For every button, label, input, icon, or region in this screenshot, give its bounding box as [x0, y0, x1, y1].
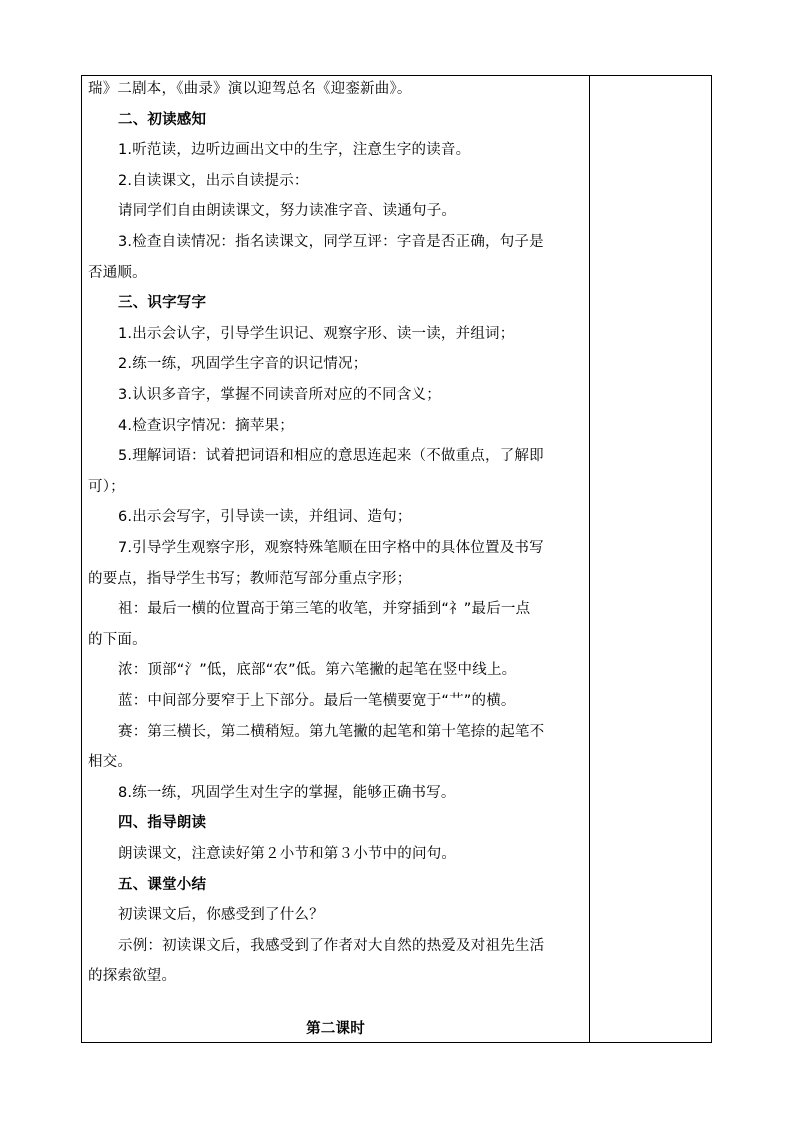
- body-line: 浓：顶部“氵”低，底部“农”低。第六笔撇的起笔在竖中线上。: [118, 662, 517, 679]
- body-line: 的探索欲望。: [88, 968, 177, 985]
- body-line: 赛：第三横长，第二横稍短。第九笔撇的起笔和第十笔捺的起笔不: [118, 723, 545, 740]
- section-heading: 四、指导朗读: [118, 815, 207, 832]
- body-line: 3.认识多音字，掌握不同读音所对应的不同含义；: [118, 387, 441, 403]
- body-line: 6.出示会写字，引导读一读，并组词、造句；: [118, 509, 412, 526]
- section-heading: 五、课堂小结: [118, 876, 207, 893]
- section-heading: 三、识字写字: [118, 295, 207, 312]
- body-line: 的要点，指导学生书写；教师范写部分重点字形；: [88, 570, 412, 587]
- body-line: 1.听范读，边听边画出文中的生字，注意生字的读音。: [118, 142, 471, 159]
- body-line: 朗读课文，注意读好第２小节和第３小节中的问句。: [118, 846, 457, 862]
- lesson-table: [81, 75, 712, 1043]
- content-cell: [82, 76, 589, 1042]
- body-line: 示例：初读课文后，我感受到了作者对大自然的热爱及对祖先生活: [118, 937, 545, 954]
- body-line: 可）；: [88, 478, 125, 495]
- body-line: 祖：最后一横的位置高于第三笔的收笔，并穿插到“礻”最后一点: [118, 601, 531, 618]
- column-divider: [589, 76, 590, 1042]
- body-line: 1.出示会认字，引导学生识记、观察字形、读一读，并组词；: [118, 325, 515, 342]
- body-line: 相交。: [88, 754, 133, 771]
- body-line: 2.练一练，巩固学生字音的识记情况；: [118, 356, 368, 373]
- body-line: 请同学们自由朗读课文，努力读准字音、读通句子。: [118, 203, 457, 220]
- section-title: 第二课时: [306, 1021, 365, 1037]
- body-line: 否通顺。: [88, 264, 147, 281]
- body-line: 的下面。: [88, 631, 147, 648]
- section-heading: 二、初读感知: [118, 111, 207, 128]
- body-line: 5.理解词语：试着把词语和相应的意思连起来（不做重点，了解即: [118, 448, 544, 465]
- body-line: 蓝：中间部分要窄于上下部分。最后一笔横要宽于“艹”的横。: [118, 693, 516, 709]
- body-line: 初读课文后，你感受到了什么？: [118, 907, 324, 924]
- body-line: 7.引导学生观察字形，观察特殊笔顺在田字格中的具体位置及书写: [118, 540, 544, 556]
- body-line: 8.练一练，巩固学生对生字的掌握，能够正确书写。: [118, 784, 456, 801]
- body-line: 瑞》二剧本，《曲录》演以迎驾总名《迎銮新曲》。: [88, 81, 412, 97]
- body-line: 3.检查自读情况：指名读课文，同学互评：字音是否正确，句子是: [118, 234, 544, 250]
- body-line: 4.检查识字情况：摘苹果；: [118, 417, 294, 434]
- body-line: 2.自读课文，出示自读提示：: [118, 172, 309, 189]
